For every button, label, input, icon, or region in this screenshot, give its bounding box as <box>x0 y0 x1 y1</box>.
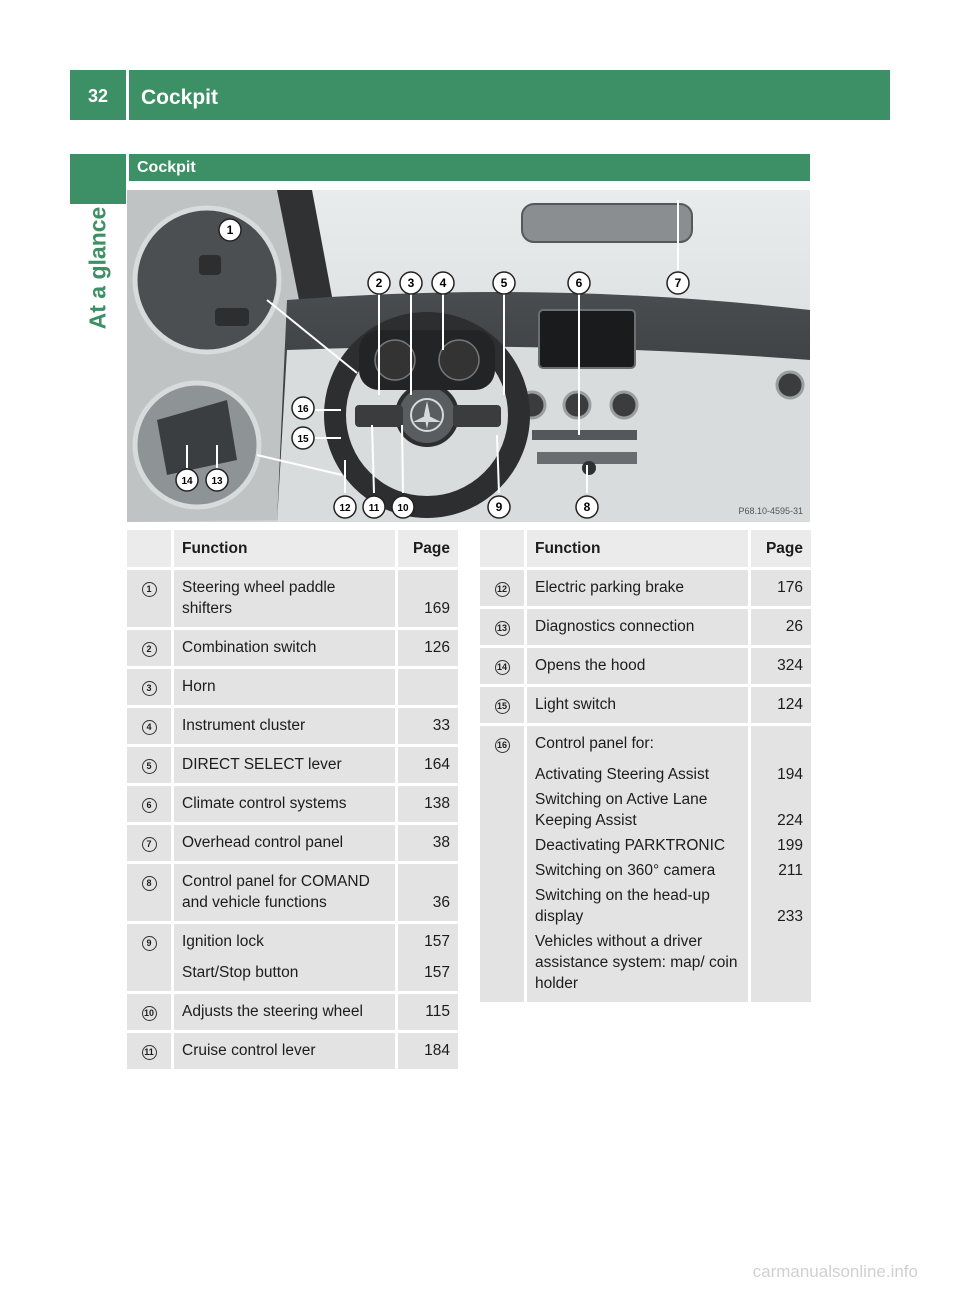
function-table-left <box>127 530 458 1072</box>
table-row <box>480 648 811 687</box>
page-ref: 138 <box>398 786 458 825</box>
function-text: Ignition lock <box>174 924 398 960</box>
side-section-label: At a glance <box>84 206 111 330</box>
page-ref: 33 <box>398 708 458 747</box>
section-heading: Cockpit <box>129 154 810 181</box>
function-text: Adjusts the steering wheel <box>174 994 398 1033</box>
callout-5 <box>493 272 515 294</box>
function-text: Switching on Active Lane Keeping Assist <box>527 787 751 833</box>
table-row-sub <box>480 858 811 883</box>
page-ref <box>398 669 458 708</box>
page-ref: 169 <box>398 570 458 630</box>
function-text: Deactivating PARKTRONIC <box>527 833 751 858</box>
table-row <box>127 864 458 924</box>
marker-icon: 7 <box>142 837 157 852</box>
table-row-sub <box>480 762 811 787</box>
marker-icon: 3 <box>142 681 157 696</box>
callout-10 <box>392 496 414 518</box>
svg-text:7: 7 <box>674 276 682 290</box>
photo-code: P68.10-4595-31 <box>738 506 803 516</box>
function-text: Steering wheel paddle shifters <box>174 570 398 630</box>
table-row <box>127 924 458 960</box>
function-text: Switching on the head-up display <box>527 883 751 929</box>
page-ref: 38 <box>398 825 458 864</box>
function-text: Instrument cluster <box>174 708 398 747</box>
page-number: 32 <box>87 86 109 106</box>
side-tab <box>70 154 126 204</box>
col-function: Function <box>174 530 398 570</box>
function-text: Horn <box>174 669 398 708</box>
page-ref: 194 <box>751 762 811 787</box>
table-row <box>127 570 458 630</box>
svg-text:3: 3 <box>407 276 415 290</box>
table-row <box>127 786 458 825</box>
function-text: Opens the hood <box>527 648 751 687</box>
marker-icon: 8 <box>142 876 157 891</box>
callout-11 <box>363 496 385 518</box>
table-row <box>480 609 811 648</box>
marker-icon: 12 <box>495 582 510 597</box>
page-ref: 124 <box>751 687 811 726</box>
table-row <box>480 570 811 609</box>
table-row-sub <box>480 883 811 929</box>
function-text: Combination switch <box>174 630 398 669</box>
table-row <box>127 994 458 1033</box>
page-title: Cockpit <box>141 86 219 109</box>
header-bar <box>129 70 890 120</box>
col-function: Function <box>527 530 751 570</box>
function-text: Activating Steering Assist <box>527 762 751 787</box>
svg-text:11: 11 <box>368 503 380 514</box>
marker-icon: 13 <box>495 621 510 636</box>
marker-icon: 15 <box>495 699 510 714</box>
svg-text:8: 8 <box>583 500 591 514</box>
page-ref: 199 <box>751 833 811 858</box>
col-marker <box>127 530 174 570</box>
page-ref: 233 <box>751 883 811 929</box>
table-row <box>127 747 458 786</box>
callout-9 <box>488 496 510 518</box>
marker-icon: 16 <box>495 738 510 753</box>
marker-icon: 11 <box>142 1045 157 1060</box>
page-ref <box>751 929 811 1005</box>
marker-icon: 5 <box>142 759 157 774</box>
callout-16 <box>292 397 314 419</box>
function-text: Switching on 360° camera <box>527 858 751 883</box>
function-text: Climate control systems <box>174 786 398 825</box>
function-text: Diagnostics connection <box>527 609 751 648</box>
function-text: DIRECT SELECT lever <box>174 747 398 786</box>
callout-8 <box>576 496 598 518</box>
svg-text:14: 14 <box>181 476 193 487</box>
page-ref: 115 <box>398 994 458 1033</box>
callout-14 <box>176 469 198 491</box>
table-row-sub <box>127 960 458 994</box>
svg-text:9: 9 <box>495 500 503 514</box>
table-row <box>480 687 811 726</box>
svg-text:2: 2 <box>375 276 383 290</box>
callout-15 <box>292 427 314 449</box>
footer-watermark: carmanualsonline.info <box>752 1262 918 1281</box>
page-ref: 176 <box>751 570 811 609</box>
page-ref: 324 <box>751 648 811 687</box>
table-row-sub <box>480 787 811 833</box>
function-text: Cruise control lever <box>174 1033 398 1072</box>
function-text: Start/Stop button <box>174 960 398 994</box>
svg-text:16: 16 <box>297 404 309 415</box>
function-table-right <box>480 530 811 1005</box>
table-row <box>127 825 458 864</box>
callout-7 <box>667 272 689 294</box>
callout-1 <box>219 219 241 241</box>
callout-4 <box>432 272 454 294</box>
svg-text:13: 13 <box>211 476 223 487</box>
callout-13 <box>206 469 228 491</box>
marker-icon: 10 <box>142 1006 157 1021</box>
function-text: Vehicles without a driver assistance system: map/ coin holder <box>527 929 751 1005</box>
table-row <box>480 726 811 762</box>
table-row <box>127 708 458 747</box>
function-text: Control panel for: <box>527 726 751 762</box>
page-ref: 224 <box>751 787 811 833</box>
page-ref <box>751 726 811 762</box>
marker-icon: 6 <box>142 798 157 813</box>
function-text: Overhead control panel <box>174 825 398 864</box>
cockpit-photo <box>127 190 810 522</box>
table-row <box>127 630 458 669</box>
svg-text:6: 6 <box>575 276 583 290</box>
callout-12 <box>334 496 356 518</box>
page-ref: 211 <box>751 858 811 883</box>
svg-text:15: 15 <box>297 434 309 445</box>
table-row-sub <box>480 929 811 1005</box>
table-row-sub <box>480 833 811 858</box>
marker-icon: 14 <box>495 660 510 675</box>
svg-text:5: 5 <box>500 276 508 290</box>
function-text: Electric parking brake <box>527 570 751 609</box>
function-text: Light switch <box>527 687 751 726</box>
page-ref: 126 <box>398 630 458 669</box>
svg-text:12: 12 <box>339 503 351 514</box>
page-ref: 157 <box>398 960 458 994</box>
function-text: Control panel for COMAND and vehicle functions <box>174 864 398 924</box>
marker-icon: 2 <box>142 642 157 657</box>
page-ref: 36 <box>398 864 458 924</box>
page-ref: 26 <box>751 609 811 648</box>
page-ref: 157 <box>398 924 458 960</box>
page-ref: 184 <box>398 1033 458 1072</box>
col-page: Page <box>751 530 811 570</box>
col-marker <box>480 530 527 570</box>
svg-text:1: 1 <box>226 223 234 237</box>
callout-2 <box>368 272 390 294</box>
marker-icon: 4 <box>142 720 157 735</box>
col-page: Page <box>398 530 458 570</box>
marker-icon: 1 <box>142 582 157 597</box>
svg-text:4: 4 <box>439 276 447 290</box>
svg-text:10: 10 <box>397 503 409 514</box>
page-ref: 164 <box>398 747 458 786</box>
marker-icon: 9 <box>142 936 157 951</box>
callout-6 <box>568 272 590 294</box>
callout-3 <box>400 272 422 294</box>
table-row <box>127 1033 458 1072</box>
table-row <box>127 669 458 708</box>
